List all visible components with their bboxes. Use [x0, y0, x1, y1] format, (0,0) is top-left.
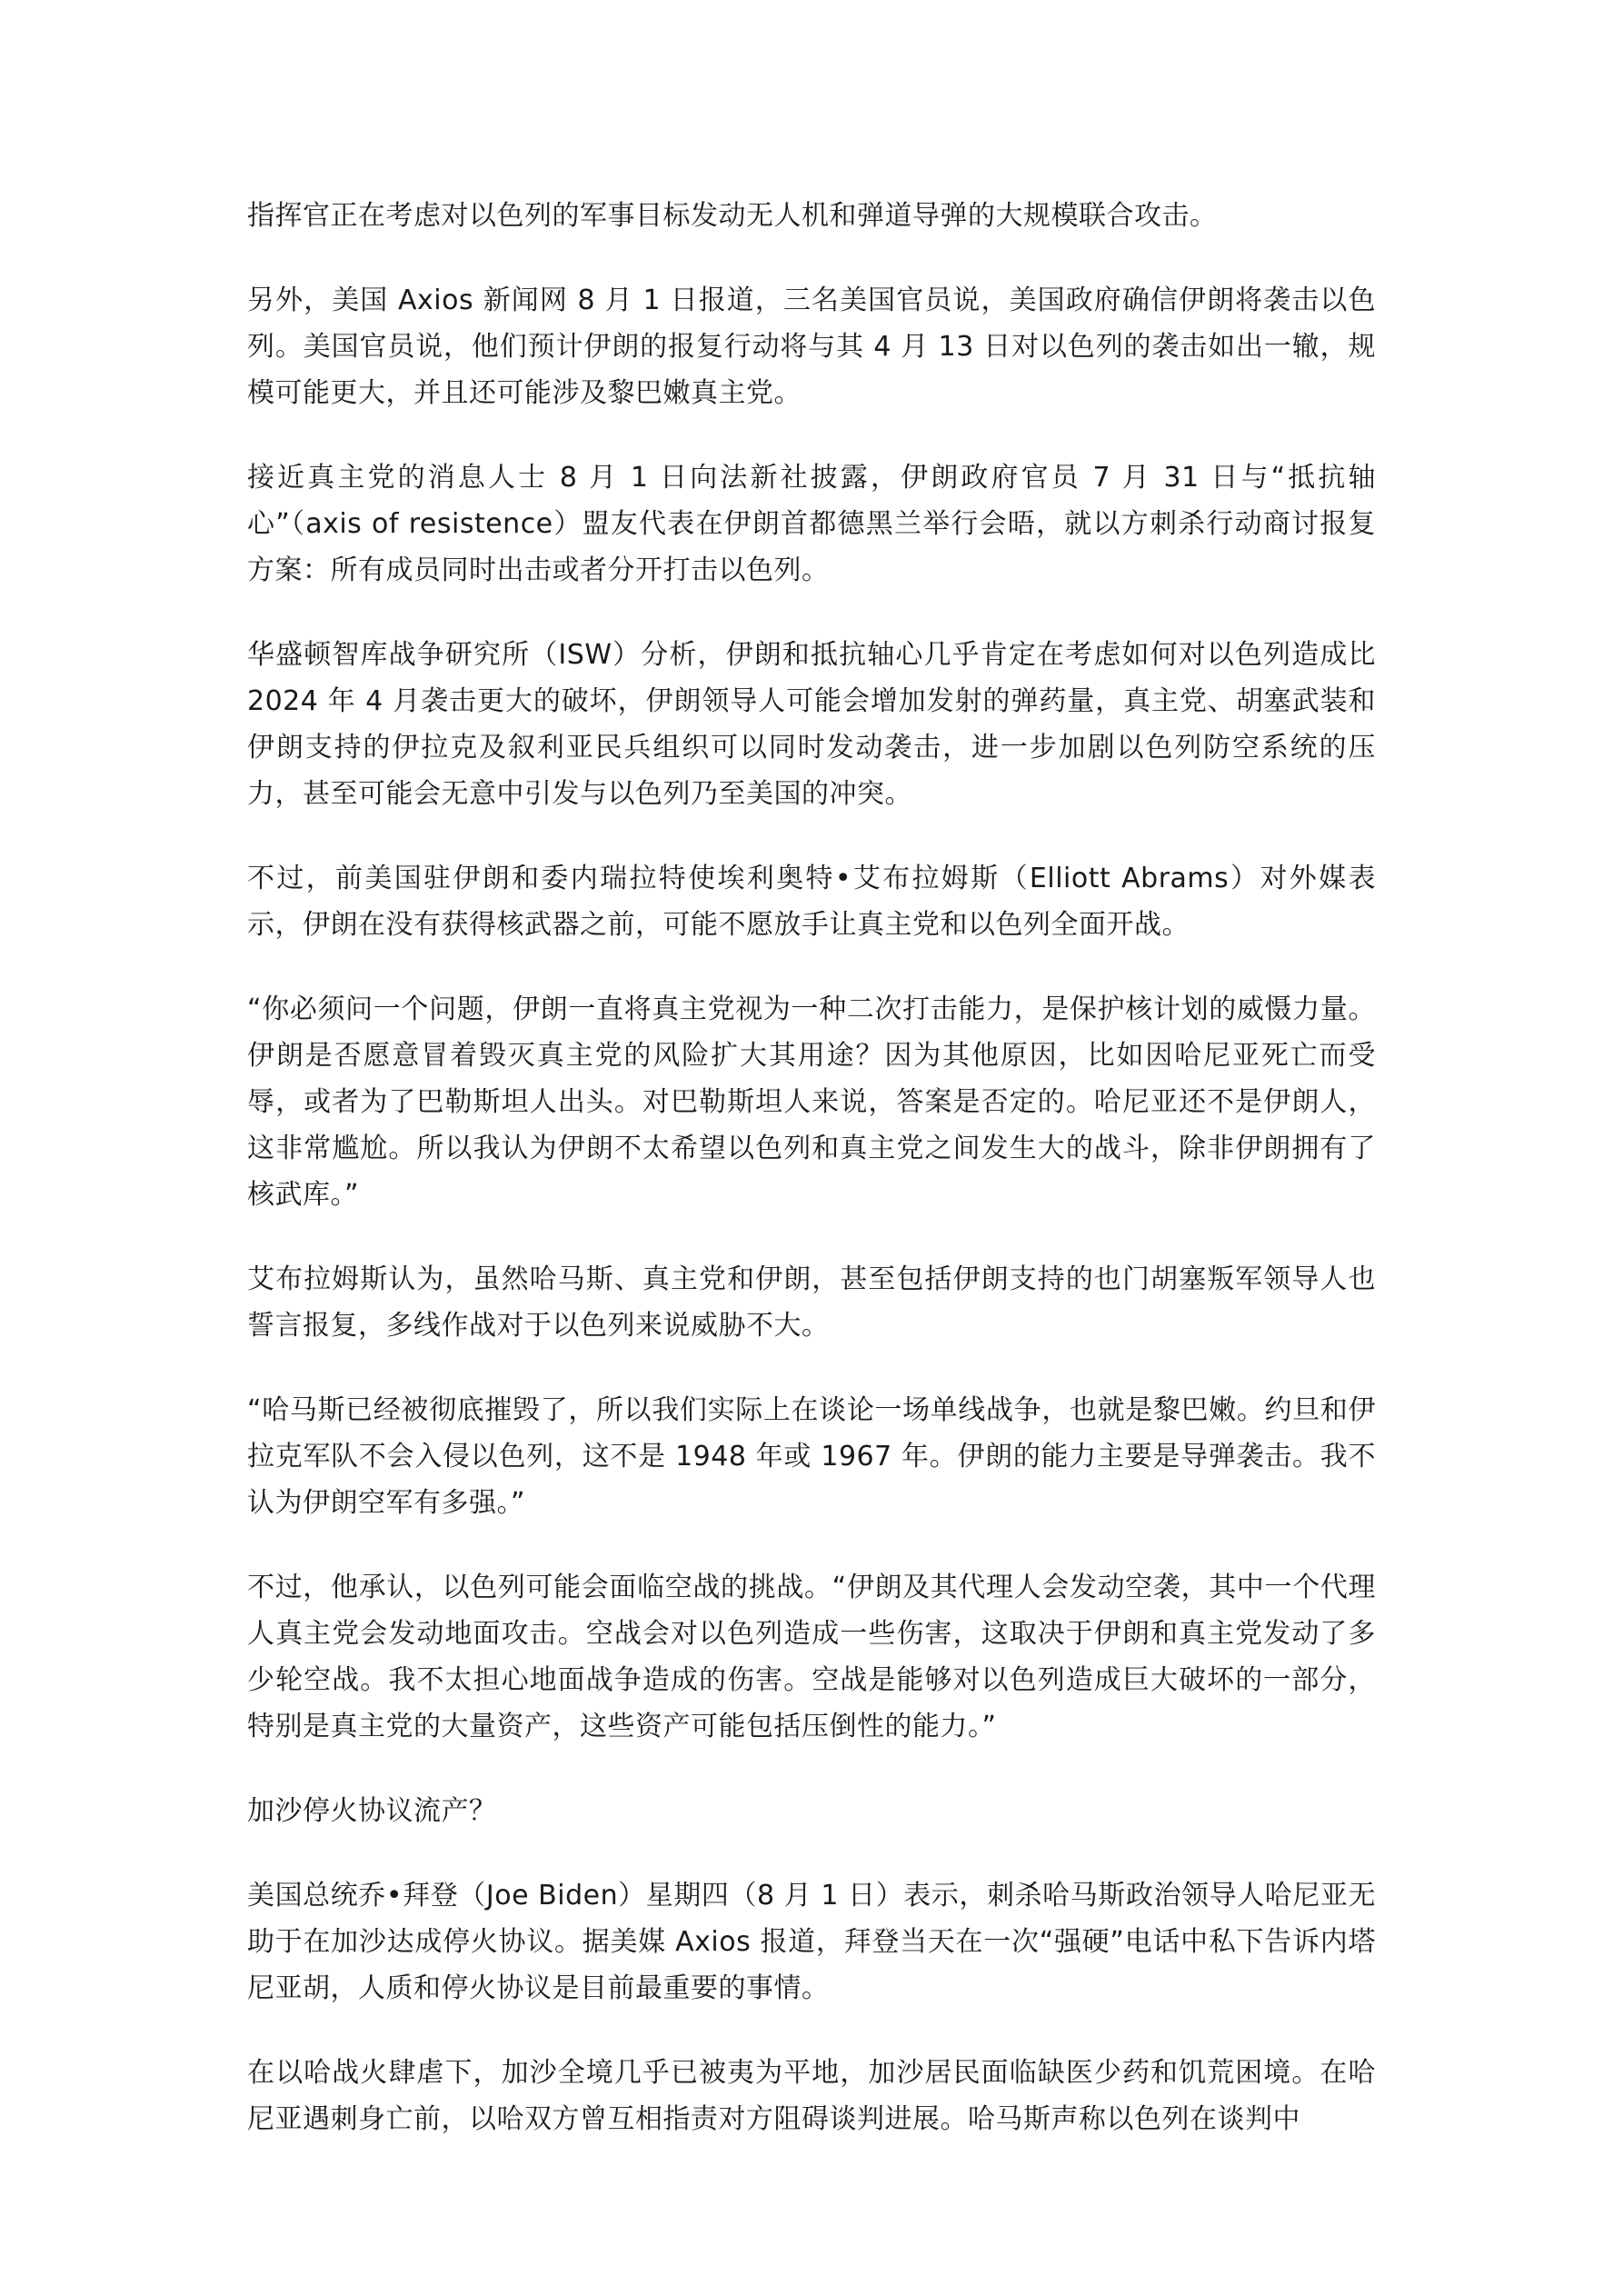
- paragraph-9: 不过，他承认，以色列可能会面临空战的挑战。“伊朗及其代理人会发动空袭，其中一个代理人真主党会发动地面攻击。空战会对以色列造成一些伤害，这取决于伊朗和真主党发动了多少轮空战。我不太担心地面战争造成的伤害。空战是能够对以色列造成巨大破坏的一部分，特别是真主党的大量资产，这些资产可能包括压倒性的能力。”: [247, 1572, 1376, 1742]
- paragraph-2: 另外，美国 Axios 新闻网 8 月 1 日报道，三名美国官员说，美国政府确信伊朗将袭击以色列。美国官员说，他们预计伊朗的报复行动将与其 4 月 13 日对以色列的袭击如出一辙，规模可能更大，并且还可能涉及黎巴嫩真主党。: [247, 285, 1376, 409]
- paragraph-6: “你必须问一个问题，伊朗一直将真主党视为一种二次打击能力，是保护核计划的威慑力量。伊朗是否愿意冒着毁灭真主党的风险扩大其用途？因为其他原因，比如因哈尼亚死亡而受辱，或者为了巴勒斯坦人出头。对巴勒斯坦人来说，答案是否定的。哈尼亚还不是伊朗人，这非常尴尬。所以我认为伊朗不太希望以色列和真主党之间发生大的战斗，除非伊朗拥有了核武库。”: [247, 993, 1376, 1211]
- paragraph-11: 美国总统乔•拜登（Joe Biden）星期四（8 月 1 日）表示，刺杀哈马斯政治领导人哈尼亚无助于在加沙达成停火协议。据美媒 Axios 报道，拜登当天在一次“强硬”电话中私下告诉内塔尼亚胡，人质和停火协议是目前最重要的事情。: [247, 1880, 1376, 2004]
- paragraph-5: 不过，前美国驻伊朗和委内瑞拉特使埃利奥特•艾布拉姆斯（Elliott Abrams）对外媒表示，伊朗在没有获得核武器之前，可能不愿放手让真主党和以色列全面开战。: [247, 863, 1376, 941]
- section-heading-gaza-ceasefire: 加沙停火协议流产？: [247, 1795, 497, 1827]
- paragraph-7: 艾布拉姆斯认为，虽然哈马斯、真主党和伊朗，甚至包括伊朗支持的也门胡塞叛军领导人也誓言报复，多线作战对于以色列来说威胁不大。: [247, 1263, 1376, 1342]
- paragraph-12: 在以哈战火肆虐下，加沙全境几乎已被夷为平地，加沙居民面临缺医少药和饥荒困境。在哈尼亚遇刺身亡前，以哈双方曾互相指责对方阻碍谈判进展。哈马斯声称以色列在谈判中: [247, 2057, 1376, 2135]
- paragraph-3: 接近真主党的消息人士 8 月 1 日向法新社披露，伊朗政府官员 7 月 31 日与“抵抗轴心”（axis of resistence）盟友代表在伊朗首都德黑兰举行会晤，就以方刺杀行动商讨报复方案：所有成员同时出击或者分开打击以色列。: [247, 462, 1376, 586]
- paragraph-8: “哈马斯已经被彻底摧毁了，所以我们实际上在谈论一场单线战争，也就是黎巴嫩。约旦和伊拉克军队不会入侵以色列，这不是 1948 年或 1967 年。伊朗的能力主要是导弹袭击。我不认为伊朗空军有多强。”: [247, 1394, 1376, 1519]
- paragraph-1: 指挥官正在考虑对以色列的军事目标发动无人机和弹道导弹的大规模联合攻击。: [247, 200, 1218, 232]
- article-body: [247, 193, 1376, 2181]
- paragraph-4: 华盛顿智库战争研究所（ISW）分析，伊朗和抵抗轴心几乎肯定在考虑如何对以色列造成比 2024 年 4 月袭击更大的破坏，伊朗领导人可能会增加发射的弹药量，真主党、胡塞武装和伊朗支持的伊拉克及叙利亚民兵组织可以同时发动袭击，进一步加剧以色列防空系统的压力，甚至可能会无意中引发与以色列乃至美国的冲突。: [247, 639, 1376, 810]
